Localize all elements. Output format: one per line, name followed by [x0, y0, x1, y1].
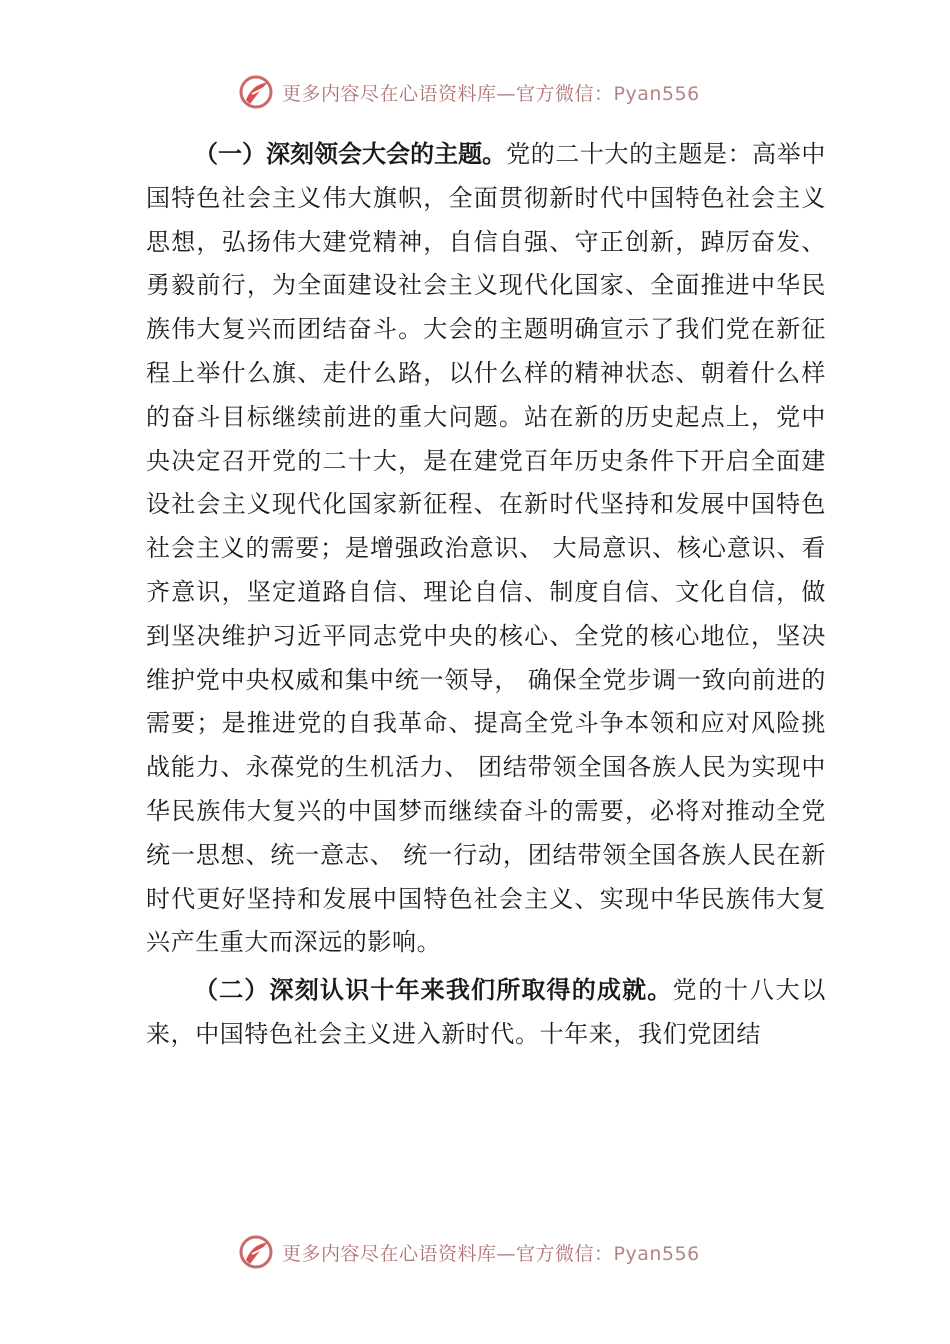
watermark-text: 更多内容尽在心语资料库—官方微信：Pyan556 [282, 1242, 700, 1265]
footer-watermark [238, 1232, 700, 1272]
section-heading: （一）深刻领会大会的主题。 [194, 140, 507, 168]
logo-icon [238, 74, 274, 110]
paragraph-theme [146, 133, 826, 965]
logo-icon [238, 1234, 274, 1270]
section-heading: （二）深刻认识十年来我们所取得的成就。 [194, 976, 673, 1005]
watermark-text: 更多内容尽在心语资料库—官方微信：Pyan556 [282, 82, 700, 105]
paragraph-achievements [146, 969, 826, 1057]
header-watermark [238, 72, 700, 112]
paragraph-text: 党的十八大以来，中国特色社会主义进入新时代。十年来，我们党团结 [146, 976, 826, 1048]
paragraph-text: 党的二十大的主题是：高举中国特色社会主义伟大旗帜，全面贯彻新时代中国特色社会主义思想，弘扬伟大建党精神，自信自强、守正创新，踔厉奋发、勇毅前行，为全面建设社会主义现代化国家、全面推进中华民族伟大复兴而团结奋斗。大会的主题明确宣示了我们党在新征程上举什么旗、走什么路，以什么样的精神状态、朝着什么样的奋斗目标继续前进的重大问题。站在新的历史起点上，党中央决定召开党的二十大，是在建党百年历史条件下开启全面建设社会主义现代化国家新征程、在新时代坚持和发展中国特色社会主义的需要；是增强政治意识、 大局意识、核心意识、看齐意识，坚定道路自信、理论自信、制度自信、文化自信，做到坚决维护习近平同志党中央的核心、全党的核心地位，坚决维护党中央权威和集中统一领导， 确保全党步调一致向前进的需要；是推进党的自我革命、提高全党斗争本领和应对风险挑战能力、永葆党的生机活力、 团结带领全国各族人民为实现中华民族伟大复兴的中国梦而继续奋斗的需要，必将对推动全党统一思想、统一意志、 统一行动，团结带领全国各族人民在新时代更好坚持和发展中国特色社会主义、实现中华民族伟大复兴产生重大而深远的影响。 [146, 140, 826, 957]
document-body [146, 133, 826, 1057]
